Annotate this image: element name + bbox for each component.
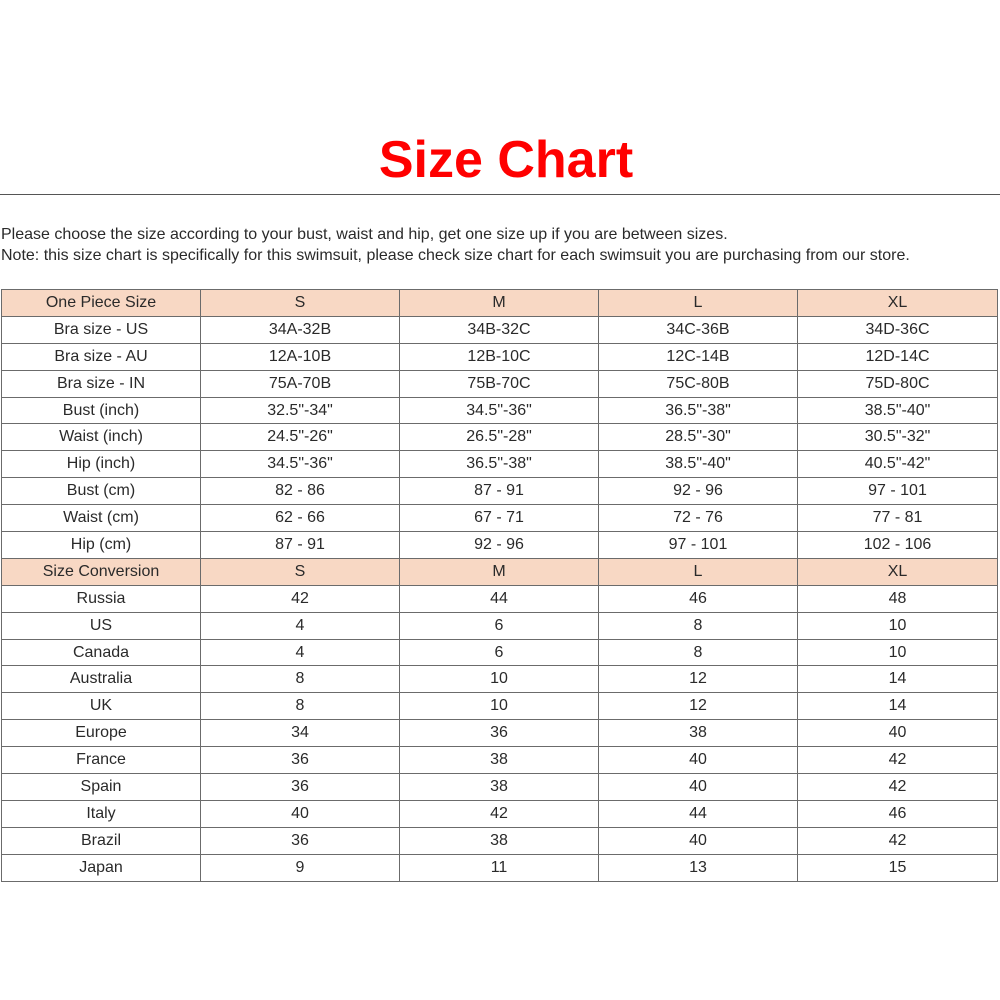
page-title: Size Chart [378, 131, 634, 189]
size-value-cell: 10 [400, 666, 599, 693]
size-value-cell: 42 [798, 827, 998, 854]
size-value-cell: 8 [201, 666, 400, 693]
row-label: Europe [2, 720, 201, 747]
size-value-cell: 102 - 106 [798, 532, 998, 559]
size-value-cell: 48 [798, 585, 998, 612]
size-value-cell: 42 [400, 800, 599, 827]
size-column-header: XL [798, 558, 998, 585]
size-value-cell: 97 - 101 [599, 532, 798, 559]
row-label: Russia [2, 585, 201, 612]
size-value-cell: 40 [798, 720, 998, 747]
size-column-header: L [599, 558, 798, 585]
table-row [2, 505, 998, 532]
table-row [2, 343, 998, 370]
size-value-cell: 92 - 96 [599, 478, 798, 505]
size-value-cell: 26.5"-28" [400, 424, 599, 451]
size-value-cell: 40 [599, 774, 798, 801]
table-row [2, 532, 998, 559]
size-value-cell: 34D-36C [798, 316, 998, 343]
size-value-cell: 11 [400, 854, 599, 881]
size-value-cell: 34 [201, 720, 400, 747]
size-value-cell: 24.5"-26" [201, 424, 400, 451]
row-label: Bra size - IN [2, 370, 201, 397]
size-value-cell: 30.5"-32" [798, 424, 998, 451]
size-value-cell: 12B-10C [400, 343, 599, 370]
size-column-header: M [400, 290, 599, 317]
row-label: Waist (cm) [2, 505, 201, 532]
size-value-cell: 75A-70B [201, 370, 400, 397]
section-header-label: Size Conversion [2, 558, 201, 585]
size-value-cell: 40 [201, 800, 400, 827]
size-value-cell: 40 [599, 747, 798, 774]
size-value-cell: 36 [201, 827, 400, 854]
size-value-cell: 10 [798, 612, 998, 639]
size-value-cell: 40 [599, 827, 798, 854]
size-chart-table-body [2, 290, 998, 882]
size-value-cell: 34B-32C [400, 316, 599, 343]
row-label: Hip (inch) [2, 451, 201, 478]
row-label: Waist (inch) [2, 424, 201, 451]
size-value-cell: 75C-80B [599, 370, 798, 397]
row-label: Canada [2, 639, 201, 666]
size-value-cell: 15 [798, 854, 998, 881]
table-row [2, 747, 998, 774]
size-column-header: S [201, 558, 400, 585]
row-label: Japan [2, 854, 201, 881]
size-value-cell: 6 [400, 612, 599, 639]
row-label: Bust (cm) [2, 478, 201, 505]
size-value-cell: 87 - 91 [400, 478, 599, 505]
row-label: Australia [2, 666, 201, 693]
size-value-cell: 34C-36B [599, 316, 798, 343]
size-value-cell: 12 [599, 666, 798, 693]
table-row [2, 585, 998, 612]
size-value-cell: 87 - 91 [201, 532, 400, 559]
size-value-cell: 34.5"-36" [201, 451, 400, 478]
size-value-cell: 12 [599, 693, 798, 720]
table-row [2, 666, 998, 693]
size-value-cell: 36 [400, 720, 599, 747]
size-value-cell: 12C-14B [599, 343, 798, 370]
table-row [2, 639, 998, 666]
size-value-cell: 14 [798, 666, 998, 693]
row-label: Brazil [2, 827, 201, 854]
size-value-cell: 38 [599, 720, 798, 747]
size-value-cell: 44 [599, 800, 798, 827]
size-value-cell: 32.5"-34" [201, 397, 400, 424]
size-value-cell: 36.5"-38" [400, 451, 599, 478]
row-label: UK [2, 693, 201, 720]
table-header-row [2, 290, 998, 317]
size-column-header: M [400, 558, 599, 585]
size-value-cell: 8 [599, 612, 798, 639]
title-divider [0, 194, 1000, 195]
size-value-cell: 40.5"-42" [798, 451, 998, 478]
size-value-cell: 38 [400, 747, 599, 774]
size-value-cell: 75B-70C [400, 370, 599, 397]
size-value-cell: 92 - 96 [400, 532, 599, 559]
size-value-cell: 62 - 66 [201, 505, 400, 532]
size-value-cell: 10 [400, 693, 599, 720]
table-row [2, 451, 998, 478]
size-value-cell: 72 - 76 [599, 505, 798, 532]
swimsuit-specific-note: Note: this size chart is specifically for this swimsuit, please check size chart for each swimsuit you are purchasing from our store. [1, 247, 910, 264]
size-value-cell: 46 [599, 585, 798, 612]
size-value-cell: 77 - 81 [798, 505, 998, 532]
size-value-cell: 38.5"-40" [798, 397, 998, 424]
size-value-cell: 36 [201, 747, 400, 774]
size-value-cell: 42 [798, 774, 998, 801]
size-value-cell: 38.5"-40" [599, 451, 798, 478]
size-value-cell: 38 [400, 827, 599, 854]
size-value-cell: 13 [599, 854, 798, 881]
size-value-cell: 9 [201, 854, 400, 881]
size-value-cell: 44 [400, 585, 599, 612]
table-row [2, 424, 998, 451]
size-value-cell: 34A-32B [201, 316, 400, 343]
table-row [2, 693, 998, 720]
size-value-cell: 67 - 71 [400, 505, 599, 532]
size-value-cell: 4 [201, 639, 400, 666]
size-value-cell: 38 [400, 774, 599, 801]
size-value-cell: 12A-10B [201, 343, 400, 370]
table-row [2, 478, 998, 505]
row-label: Italy [2, 800, 201, 827]
table-row [2, 854, 998, 881]
size-value-cell: 75D-80C [798, 370, 998, 397]
row-label: US [2, 612, 201, 639]
size-value-cell: 8 [599, 639, 798, 666]
size-value-cell: 10 [798, 639, 998, 666]
size-value-cell: 6 [400, 639, 599, 666]
table-row [2, 774, 998, 801]
row-label: Bust (inch) [2, 397, 201, 424]
size-column-header: XL [798, 290, 998, 317]
section-header-label: One Piece Size [2, 290, 201, 317]
row-label: Spain [2, 774, 201, 801]
size-value-cell: 82 - 86 [201, 478, 400, 505]
table-row [2, 370, 998, 397]
table-row [2, 316, 998, 343]
table-row [2, 800, 998, 827]
size-value-cell: 36.5"-38" [599, 397, 798, 424]
size-value-cell: 46 [798, 800, 998, 827]
table-header-row [2, 558, 998, 585]
size-value-cell: 42 [798, 747, 998, 774]
size-guidance-note: Please choose the size according to your bust, waist and hip, get one size up if you are between sizes. [1, 226, 728, 243]
size-column-header: L [599, 290, 798, 317]
size-value-cell: 4 [201, 612, 400, 639]
table-row [2, 397, 998, 424]
table-row [2, 612, 998, 639]
size-value-cell: 42 [201, 585, 400, 612]
row-label: Bra size - US [2, 316, 201, 343]
size-value-cell: 36 [201, 774, 400, 801]
row-label: Bra size - AU [2, 343, 201, 370]
size-chart-table [1, 289, 998, 882]
size-value-cell: 28.5"-30" [599, 424, 798, 451]
row-label: France [2, 747, 201, 774]
size-value-cell: 97 - 101 [798, 478, 998, 505]
size-value-cell: 8 [201, 693, 400, 720]
size-value-cell: 12D-14C [798, 343, 998, 370]
size-value-cell: 34.5"-36" [400, 397, 599, 424]
size-value-cell: 14 [798, 693, 998, 720]
table-row [2, 827, 998, 854]
table-row [2, 720, 998, 747]
size-column-header: S [201, 290, 400, 317]
row-label: Hip (cm) [2, 532, 201, 559]
